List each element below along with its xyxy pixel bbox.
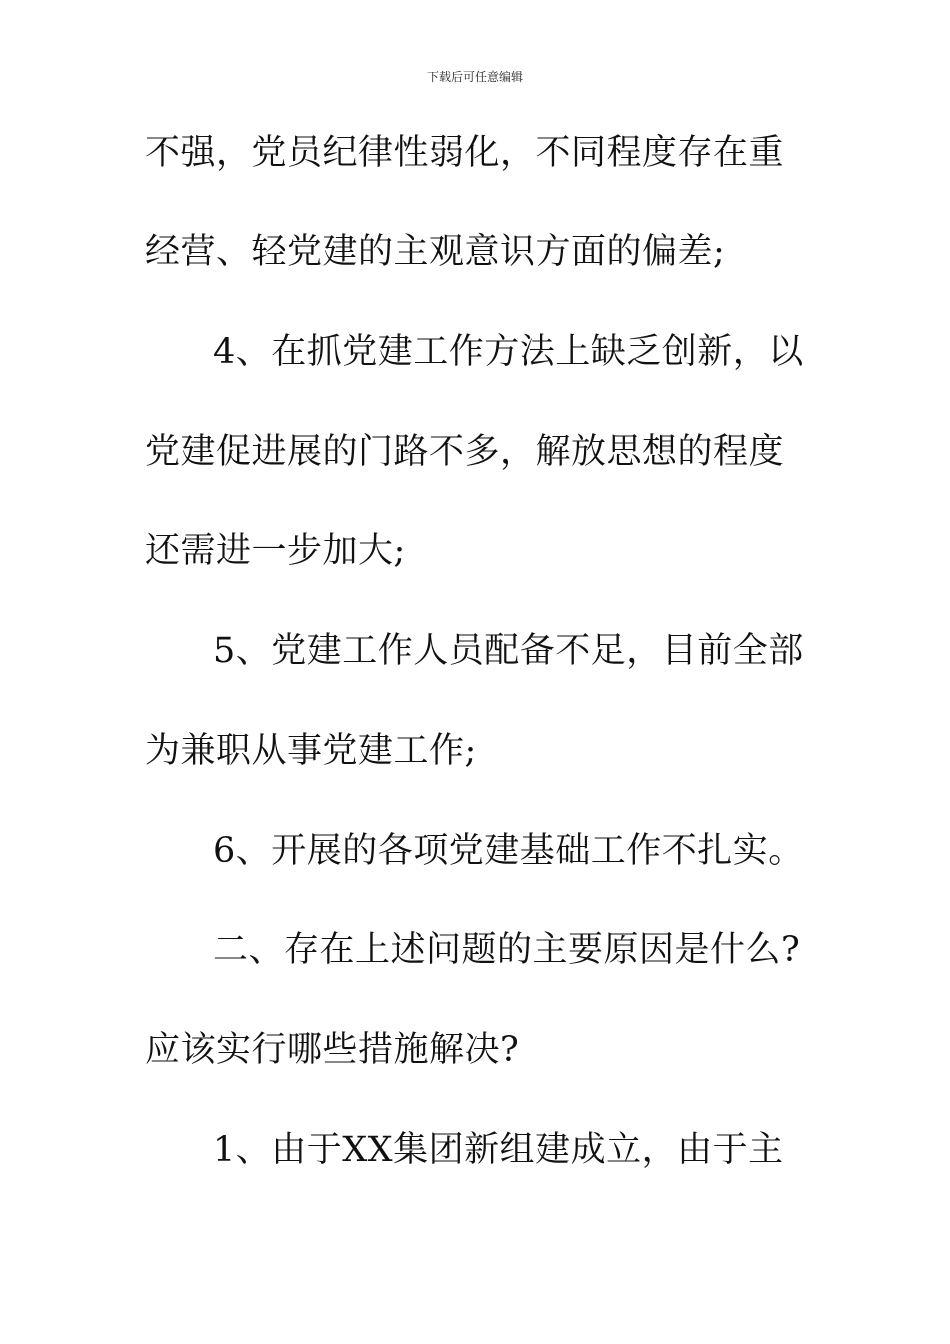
section-heading-two: 二、存在上述问题的主要原因是什么? (213, 930, 801, 970)
text-line-item-5: 5、党建工作人员配备不足，目前全部 (213, 631, 804, 671)
page-header-note: 下载后可任意编辑 (426, 70, 523, 84)
text-line-item-4: 4、在抓党建工作方法上缺乏创新，以 (213, 332, 804, 372)
text-line: 还需进一步加大; (145, 531, 406, 571)
text-line: 经营、轻党建的主观意识方面的偏差; (145, 232, 726, 272)
text-line: 应该实行哪些措施解决? (145, 1030, 520, 1070)
text-line: 不强，党员纪律性弱化，不同程度存在重 (145, 133, 785, 173)
text-line: 为兼职从事党建工作; (145, 731, 477, 771)
text-line-item-1: 1、由于XX集团新组建成立，由于主 (213, 1130, 784, 1170)
text-line: 党建促进展的门路不多，解放思想的程度 (145, 432, 785, 472)
text-line-item-6: 6、开展的各项党建基础工作不扎实。 (213, 831, 804, 871)
